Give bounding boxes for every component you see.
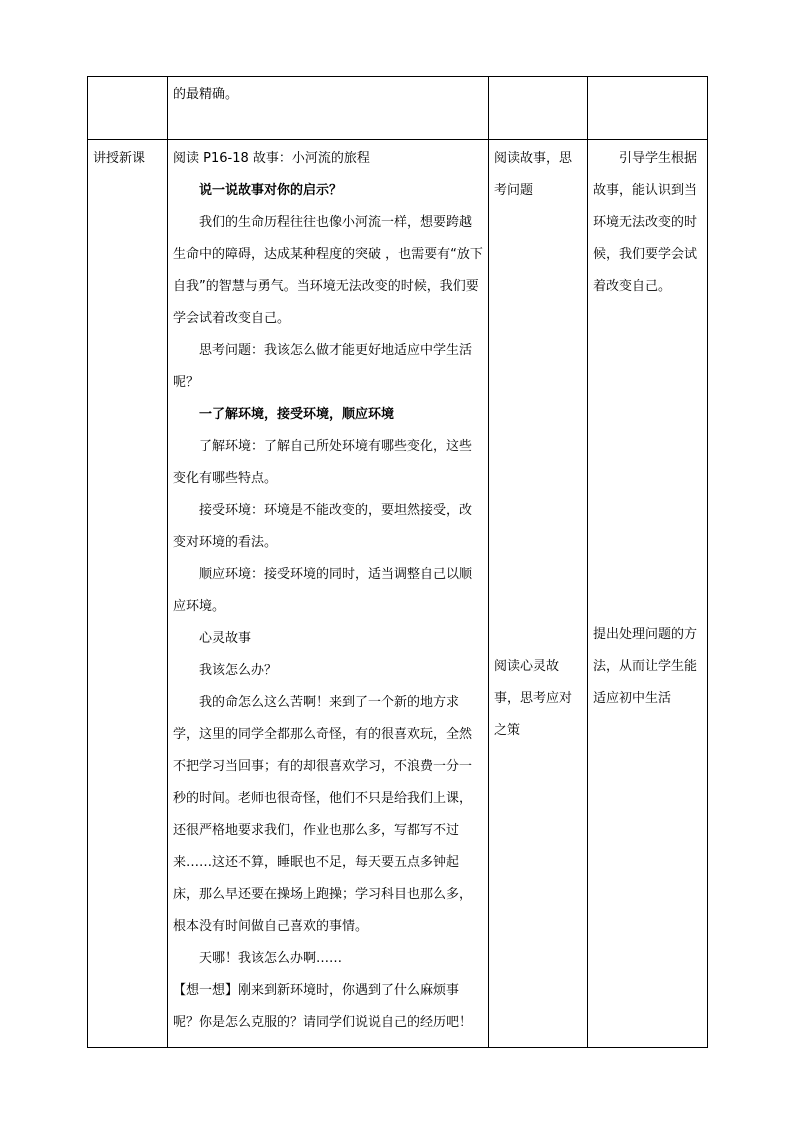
cell-student-activity [489, 140, 588, 1048]
cell-top-4 [588, 77, 708, 140]
cell-top-1 [88, 77, 168, 140]
content-line-3: 思考问题：我该怎么做才能更好地适应中学生活呢？ [173, 343, 473, 390]
content-line-11: 天哪！我该怎么办啊…… [199, 951, 343, 966]
student-activity-2: 阅读心灵故事，思考应对之策 [494, 659, 573, 738]
top-row-text: 的最精确。 [173, 87, 239, 102]
lesson-plan-table [87, 76, 708, 1048]
content-line-4: 一了解环境，接受环境，顺应环境 [199, 407, 395, 422]
design-intent-2: 提出处理问题的方法，从而让学生能适应初中生活 [593, 627, 698, 706]
content-line-9: 我该怎么办？ [199, 663, 278, 678]
cell-top-3 [489, 77, 588, 140]
table-row-main [88, 140, 708, 1048]
cell-top-2 [168, 77, 489, 140]
content-line-5: 了解环境：了解自己所处环境有哪些变化，这些变化有哪些特点。 [173, 439, 473, 486]
content-line-0: 阅读 P16-18 故事：小河流的旅程 [173, 151, 370, 166]
content-line-2: 我们的生命历程往往也像小河流一样，想要跨越生命中的障碍，达成某种程度的突破 ，也需要有“放下自我”的智慧与勇气。当环境无法改变的时候，我们要学会试着改变自己。 [173, 215, 483, 326]
design-intent-1: 引导学生根据故事，能认识到当环境无法改变的时候，我们要学会试着改变自己。 [593, 151, 698, 294]
section-label: 讲授新课 [93, 151, 146, 166]
cell-content [168, 140, 489, 1048]
cell-section-label [88, 140, 168, 1048]
content-line-12: 【想一想】刚来到新环境时，你遇到了什么麻烦事呢？你是怎么克服的？请同学们说说自己的经历吧！ [173, 983, 473, 1030]
content-line-8: 心灵故事 [199, 631, 252, 646]
content-line-7: 顺应环境：接受环境的同时，适当调整自己以顺应环境。 [173, 567, 473, 614]
spacer [494, 207, 582, 651]
content-line-6: 接受环境：环境是不能改变的，要坦然接受，改变对环境的看法。 [173, 503, 473, 550]
table-row-top [88, 77, 708, 140]
student-activity-1: 阅读故事，思考问题 [494, 151, 573, 198]
cell-design-intent [588, 140, 708, 1048]
spacer [593, 303, 702, 619]
content-line-10: 我的命怎么这么苦啊！来到了一个新的地方求学，这里的同学全都那么奇怪，有的很喜欢玩，全然不把学习当回事；有的却很喜欢学习，不浪费一分一秒的时间。老师也很奇怪，他们不只是给我们上课，还很严格地要求我们，作业也那么多，写都写不过来……这还不算，睡眠也不足，每天要五点多钟起床，那么早还要在操场上跑操；学习科目也那么多，根本没有时间做自己喜欢的事情。 [173, 695, 473, 934]
content-line-1: 说一说故事对你的启示？ [199, 183, 343, 198]
